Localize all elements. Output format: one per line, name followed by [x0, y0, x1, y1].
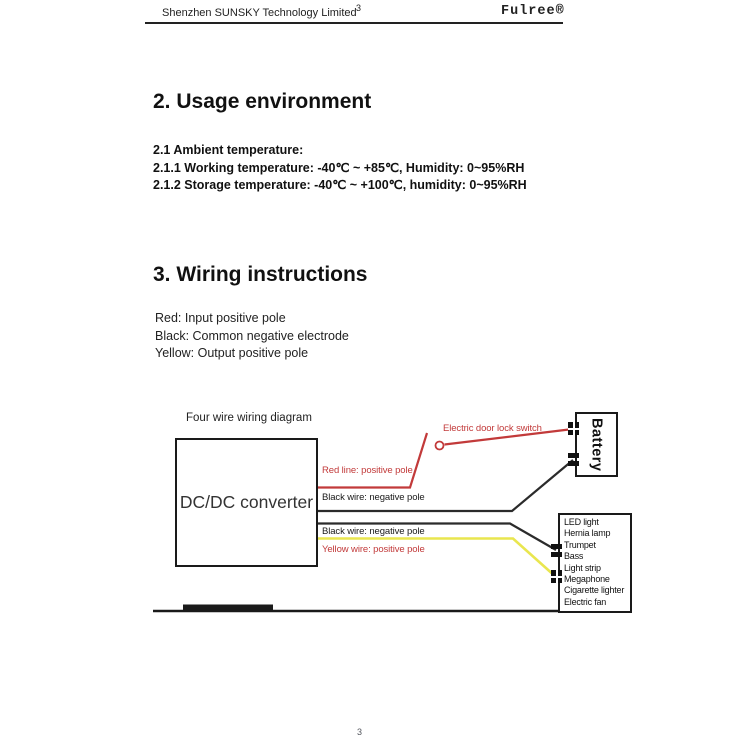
header-company-name: Shenzhen SUNSKY Technology Limited: [162, 7, 357, 19]
wiring-line-red: Red: Input positive pole: [155, 311, 286, 325]
load-item: Cigarette lighter: [564, 585, 625, 596]
usage-line-storage-temperature: 2.1.2 Storage temperature: -40℃ ~ +100℃, humidity: 0~95%RH: [153, 178, 527, 192]
load-item: Megaphone: [564, 574, 610, 585]
dcdc-converter-label: DC/DC converter: [179, 492, 314, 512]
load-item: Hernia lamp: [564, 528, 611, 539]
battery-box: [575, 412, 618, 477]
section-title-wiring-instructions: 3. Wiring instructions: [153, 263, 368, 286]
diagram-ground-bar: [183, 605, 273, 612]
load-devices-box: [558, 513, 632, 613]
door-lock-switch-contact-icon: [436, 442, 444, 450]
load-item: LED light: [564, 517, 599, 527]
red-wire-converter-to-switch: [318, 433, 427, 488]
wiring-line-yellow: Yellow: Output positive pole: [155, 346, 309, 360]
brand-logo-text: Fulree®: [501, 4, 565, 19]
yellow-wire-label: Yellow wire: positive pole: [322, 543, 425, 555]
battery-label: Battery: [588, 417, 605, 472]
black-wire-load-label: Black wire: negative pole: [322, 525, 425, 537]
header-page-superscript: 3: [356, 3, 362, 13]
usage-line-ambient: 2.1 Ambient temperature:: [153, 143, 304, 157]
wiring-line-black: Black: Common negative electrode: [155, 328, 349, 343]
dcdc-converter-box: [175, 438, 318, 567]
load-item: Electric fan: [564, 596, 607, 607]
red-wire-label: Red line: positive pole: [322, 465, 413, 476]
battery-negative-terminal-icon: [568, 453, 579, 466]
load-item: Trumpet: [564, 539, 596, 550]
load-positive-terminal-icon: [551, 570, 562, 583]
load-item: Light strip: [564, 562, 601, 573]
usage-line-working-temperature: 2.1.1 Working temperature: -40℃ ~ +85℃, Humidity: 0~95%RH: [153, 161, 525, 175]
battery-positive-terminal-icon: [568, 422, 579, 435]
switch-label: Electric door lock switch: [443, 423, 542, 434]
page-number: 3: [357, 727, 363, 737]
load-negative-terminal-icon: [551, 544, 562, 557]
black-wire-battery-label: Black wire: negative pole: [322, 492, 425, 503]
load-item: Bass: [564, 551, 584, 562]
section-title-usage-environment: 2. Usage environment: [153, 90, 372, 113]
diagram-title: Four wire wiring diagram: [186, 412, 312, 424]
